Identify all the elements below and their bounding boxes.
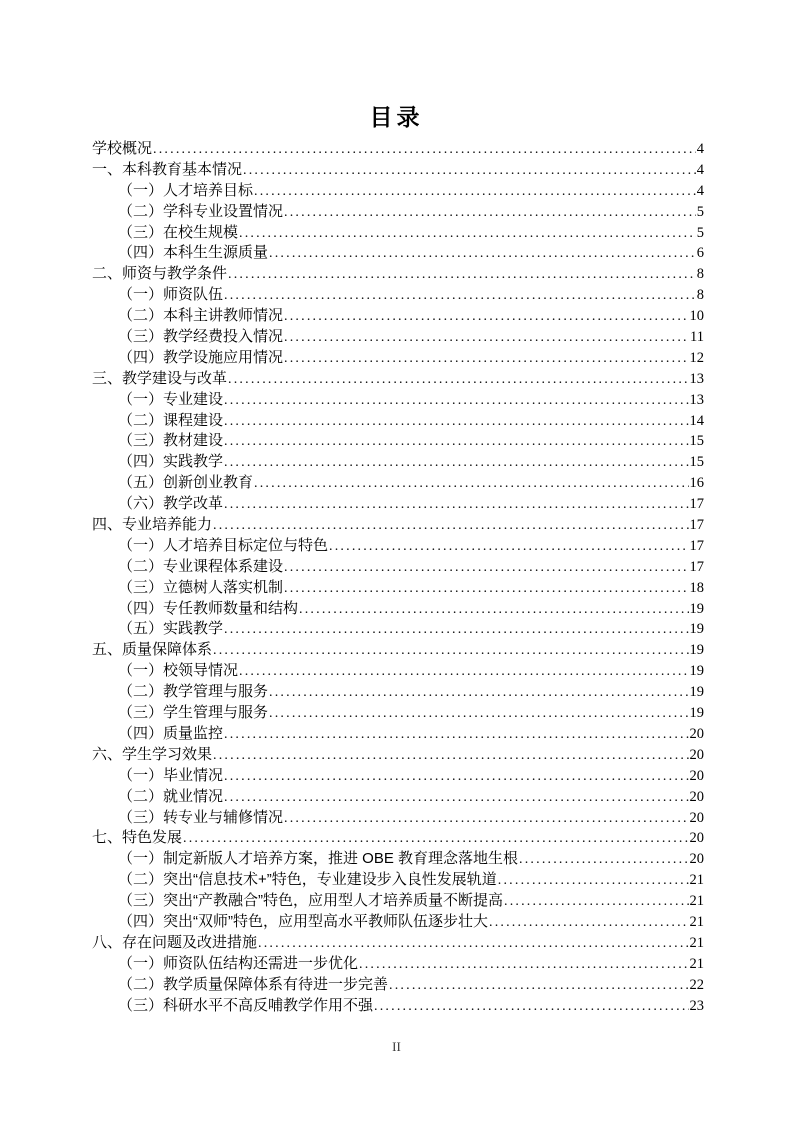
toc-entry-label: 二、师资与教学条件 [92, 265, 228, 283]
toc-entry-label: （六）教学改革 [118, 495, 224, 513]
toc-entry-page: 20 [689, 788, 704, 805]
toc-entry-label: （一）师资队伍结构还需进一步优化 [118, 954, 359, 972]
toc-dot-leader [213, 515, 688, 536]
toc-entry-label: （三）科研水平不高反哺教学作用不强 [118, 996, 374, 1014]
toc-entry-label: （一）专业建设 [118, 390, 224, 408]
toc-entry[interactable] [92, 202, 704, 223]
toc-entry-page: 13 [689, 370, 704, 387]
toc-dot-leader [299, 599, 688, 620]
toc-entry-label: （一）人才培养目标定位与特色 [118, 536, 329, 554]
toc-title: 目录 [369, 104, 424, 130]
toc-entry-page: 4 [696, 182, 704, 199]
toc-entry-page: 4 [696, 141, 704, 157]
toc-entry-label: （四）专任教师数量和结构 [118, 599, 299, 617]
toc-dot-leader [284, 578, 688, 599]
toc-entry[interactable] [92, 828, 704, 849]
toc-entry[interactable] [92, 849, 704, 870]
toc-entry[interactable] [92, 808, 704, 829]
toc-entry-label: （一）毕业情况 [118, 766, 224, 784]
toc-entry-label: （二）就业情况 [118, 787, 224, 805]
toc-dot-leader [284, 306, 688, 327]
toc-entry-page: 6 [696, 245, 704, 262]
toc-entry-page: 19 [689, 663, 704, 680]
toc-entry-label: （四）突出“双师”特色，应用型高水平教师队伍逐步壮大 [118, 912, 488, 930]
toc-entry[interactable] [92, 160, 704, 181]
toc-entry-label: （三）教学经费投入情况 [118, 328, 284, 346]
toc-entry-page: 20 [689, 767, 704, 784]
toc-entry-page: 16 [689, 475, 704, 492]
toc-entry-page: 18 [689, 579, 704, 596]
toc-entry-label: 五、质量保障体系 [92, 641, 213, 659]
toc-entry[interactable] [92, 327, 704, 348]
toc-dot-leader [243, 160, 696, 181]
toc-entry[interactable] [92, 933, 704, 954]
toc-entry[interactable] [92, 975, 704, 996]
toc-entry-label: （四）教学设施应用情况 [118, 348, 284, 366]
toc-entry[interactable] [92, 870, 704, 891]
toc-dot-leader [389, 975, 688, 996]
toc-entry-label: （一）人才培养目标 [118, 181, 254, 199]
toc-entry[interactable] [92, 996, 704, 1017]
toc-dot-leader [224, 390, 688, 411]
toc-entry-page: 13 [689, 391, 704, 408]
toc-entry-page: 21 [689, 913, 704, 930]
toc-list [92, 139, 704, 1016]
toc-entry-page: 15 [689, 433, 704, 450]
toc-entry-page: 17 [689, 496, 704, 513]
toc-entry[interactable] [92, 452, 704, 473]
toc-dot-leader [224, 431, 688, 452]
toc-entry-label: （五）实践教学 [118, 620, 224, 638]
toc-dot-leader [239, 223, 696, 244]
toc-entry-label: 四、专业培养能力 [92, 516, 213, 534]
toc-entry[interactable] [92, 954, 704, 975]
toc-dot-leader [254, 473, 688, 494]
toc-entry-label: （一）制定新版人才培养方案，推进 OBE 教育理念落地生根 [118, 850, 519, 868]
toc-entry[interactable] [92, 139, 704, 160]
page-footer [0, 1038, 793, 1056]
toc-entry-label: （二）突出“信息技术+”特色，专业建设步入良性发展轨道 [118, 871, 497, 889]
toc-entry-label: （三）教材建设 [118, 432, 224, 450]
toc-dot-leader [359, 954, 688, 975]
toc-entry[interactable] [92, 599, 704, 620]
toc-entry-label: （二）教学质量保障体系有待进一步完善 [118, 975, 389, 993]
toc-entry-page: 19 [689, 642, 704, 659]
toc-entry[interactable] [92, 243, 704, 264]
toc-entry[interactable] [92, 619, 704, 640]
toc-entry-label: （四）质量监控 [118, 724, 224, 742]
toc-entry-page: 19 [689, 600, 704, 617]
toc-entry-label: （一）师资队伍 [118, 286, 224, 304]
toc-entry-label: （一）校领导情况 [118, 662, 239, 680]
toc-dot-leader [224, 285, 696, 306]
toc-entry-page: 8 [696, 287, 704, 304]
toc-dot-leader [269, 682, 688, 703]
toc-entry-page: 11 [690, 329, 704, 346]
toc-entry-page: 4 [696, 161, 704, 178]
toc-entry-label: （三）转专业与辅修情况 [118, 808, 284, 826]
toc-entry[interactable] [92, 891, 704, 912]
toc-entry[interactable] [92, 264, 704, 285]
toc-dot-leader [224, 411, 688, 432]
toc-entry[interactable] [92, 223, 704, 244]
toc-entry-page: 8 [696, 266, 704, 283]
toc-dot-leader [374, 996, 688, 1017]
toc-dot-leader [269, 243, 696, 264]
toc-entry-page: 17 [689, 517, 704, 534]
toc-entry[interactable] [92, 181, 704, 202]
toc-entry-label: 一、本科教育基本情况 [92, 160, 243, 178]
toc-entry-label: 八、存在问题及改进措施 [92, 933, 258, 951]
toc-dot-leader [213, 745, 688, 766]
toc-entry[interactable] [92, 390, 704, 411]
toc-dot-leader [498, 870, 689, 891]
toc-dot-leader [224, 724, 688, 745]
toc-entry[interactable] [92, 411, 704, 432]
toc-entry-page: 19 [689, 684, 704, 701]
toc-dot-leader [489, 912, 689, 933]
toc-dot-leader [254, 181, 696, 202]
toc-entry-page: 14 [689, 412, 704, 429]
toc-entry[interactable] [92, 306, 704, 327]
toc-entry-page: 21 [689, 955, 704, 972]
toc-entry[interactable] [92, 661, 704, 682]
toc-dot-leader [224, 452, 688, 473]
toc-entry-page: 21 [689, 893, 704, 910]
toc-dot-leader [258, 933, 688, 954]
toc-dot-leader [239, 661, 688, 682]
toc-dot-leader [224, 787, 688, 808]
toc-entry[interactable] [92, 578, 704, 599]
toc-entry-label: （三）突出“产教融合”特色，应用型人才培养质量不断提高 [118, 892, 503, 910]
toc-entry-label: （四）本科生生源质量 [118, 244, 269, 262]
toc-entry-label: 学校概况 [92, 140, 153, 157]
toc-entry-page: 20 [689, 725, 704, 742]
toc-entry[interactable] [92, 724, 704, 745]
toc-entry[interactable] [92, 536, 704, 557]
toc-dot-leader [224, 494, 688, 515]
toc-entry-label: （三）在校生规模 [118, 223, 239, 241]
toc-entry-page: 20 [689, 851, 704, 868]
toc-dot-leader [519, 849, 688, 870]
toc-entry-label: （二）课程建设 [118, 411, 224, 429]
toc-entry[interactable] [92, 473, 704, 494]
toc-entry-label: （二）本科主讲教师情况 [118, 307, 284, 325]
toc-dot-leader [228, 369, 688, 390]
toc-entry-label: （二）专业课程体系建设 [118, 557, 284, 575]
toc-entry-label: （四）实践教学 [118, 453, 224, 471]
toc-entry-page: 15 [689, 454, 704, 471]
toc-entry-page: 22 [689, 976, 704, 993]
toc-entry[interactable] [92, 515, 704, 536]
toc-entry-page: 19 [689, 705, 704, 722]
toc-entry-page: 17 [689, 558, 704, 575]
toc-dot-leader [269, 703, 688, 724]
toc-entry-page: 10 [689, 308, 704, 325]
toc-entry[interactable] [92, 494, 704, 515]
toc-entry[interactable] [92, 787, 704, 808]
toc-entry[interactable] [92, 431, 704, 452]
footer-page-number: II [392, 1039, 401, 1054]
toc-entry-label: （二）学科专业设置情况 [118, 202, 284, 220]
toc-entry[interactable] [92, 369, 704, 390]
toc-entry-label: （三）立德树人落实机制 [118, 578, 284, 596]
toc-entry-page: 19 [689, 621, 704, 638]
toc-entry-label: 六、学生学习效果 [92, 745, 213, 763]
toc-dot-leader [183, 828, 688, 849]
toc-entry-label: 七、特色发展 [92, 829, 183, 847]
toc-entry[interactable] [92, 348, 704, 369]
toc-dot-leader [224, 619, 688, 640]
toc-entry[interactable] [92, 557, 704, 578]
toc-dot-leader [284, 557, 688, 578]
toc-entry-label: （三）学生管理与服务 [118, 704, 269, 722]
toc-entry-label: （二）教学管理与服务 [118, 683, 269, 701]
toc-dot-leader [284, 202, 696, 223]
toc-entry-label: （五）创新创业教育 [118, 474, 254, 492]
toc-entry-page: 5 [696, 224, 704, 241]
toc-dot-leader [228, 264, 696, 285]
toc-dot-leader [284, 348, 688, 369]
toc-entry[interactable] [92, 285, 704, 306]
toc-entry-page: 5 [696, 203, 704, 220]
toc-entry-page: 20 [689, 809, 704, 826]
toc-entry[interactable] [92, 682, 704, 703]
toc-dot-leader [284, 327, 689, 348]
toc-entry-page: 20 [689, 830, 704, 847]
toc-dot-leader [504, 891, 689, 912]
toc-entry-page: 17 [689, 537, 704, 554]
toc-entry[interactable] [92, 745, 704, 766]
toc-dot-leader [153, 139, 696, 160]
toc-entry[interactable] [92, 912, 704, 933]
toc-entry[interactable] [92, 640, 704, 661]
toc-entry[interactable] [92, 703, 704, 724]
toc-entry[interactable] [92, 766, 704, 787]
toc-entry-label: 三、教学建设与改革 [92, 369, 228, 387]
toc-entry-page: 21 [689, 872, 704, 889]
toc-entry-page: 23 [689, 997, 704, 1014]
toc-entry-page: 12 [689, 349, 704, 366]
toc-dot-leader [284, 808, 688, 829]
toc-dot-leader [329, 536, 688, 557]
toc-entry-page: 20 [689, 746, 704, 763]
toc-entry-page: 21 [689, 934, 704, 951]
toc-dot-leader [213, 640, 688, 661]
toc-dot-leader [224, 766, 688, 787]
